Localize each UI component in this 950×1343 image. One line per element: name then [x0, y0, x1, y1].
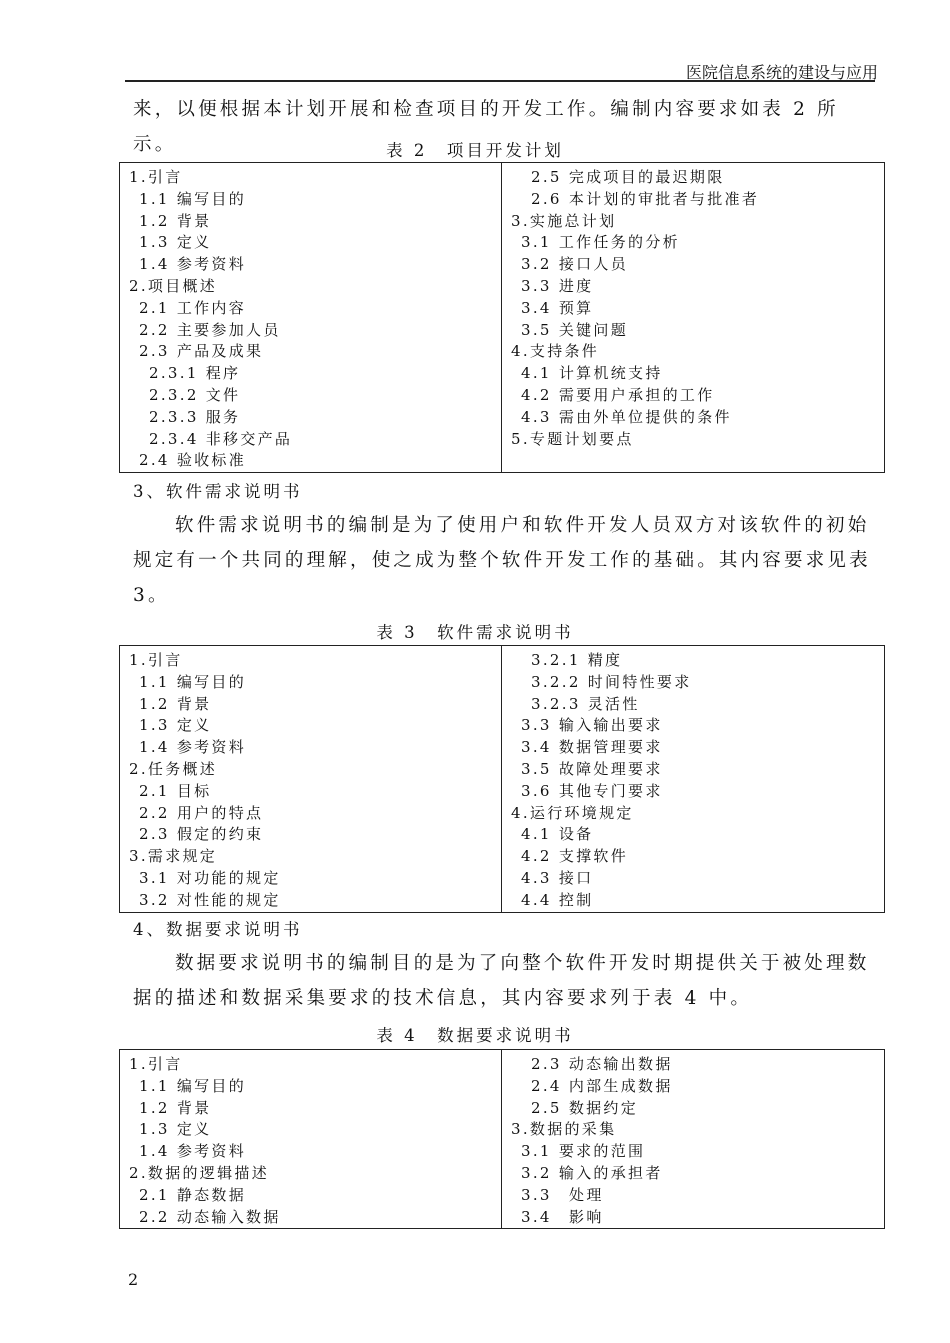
outline-item: 4.支持条件 — [511, 342, 600, 361]
table2-caption: 表 2 项目开发计划 — [386, 141, 564, 160]
outline-item: 1.3 定义 — [139, 233, 212, 252]
outline-item: 3.3 处理 — [521, 1185, 604, 1204]
table2-right-column — [502, 163, 885, 473]
outline-item: 1.4 参考资料 — [139, 738, 247, 757]
outline-item: 4.3 接口 — [521, 868, 594, 887]
outline-item: 3.4 数据管理要求 — [521, 738, 663, 757]
outline-item: 2.数据的逻辑描述 — [129, 1163, 270, 1182]
outline-item: 2.1 工作内容 — [139, 298, 247, 317]
outline-item: 3.4 影响 — [521, 1207, 604, 1226]
outline-item: 4.1 设备 — [521, 825, 594, 844]
outline-item: 3.3 输入输出要求 — [521, 716, 663, 735]
outline-item: 3.5 故障处理要求 — [521, 759, 663, 778]
outline-item: 4.运行环境规定 — [511, 803, 634, 822]
outline-item: 3.5 关键问题 — [521, 320, 629, 339]
table4-right-column — [502, 1050, 885, 1229]
table4 — [119, 1049, 885, 1229]
outline-item: 3.1 对功能的规定 — [139, 868, 281, 887]
section4-paragraph: 数据要求说明书的编制目的是为了向整个软件开发时期提供关于被处理数据的描述和数据采集要求的技术信息，其内容要求列于表 4 中。 — [133, 953, 870, 1009]
outline-item: 2.3 产品及成果 — [139, 342, 264, 361]
outline-item: 3.数据的采集 — [511, 1120, 617, 1139]
section4-heading: 4、数据要求说明书 — [133, 920, 303, 939]
table4-left-column — [120, 1050, 502, 1229]
table3 — [119, 645, 885, 913]
outline-item: 1.引言 — [129, 168, 183, 186]
running-header-title: 医院信息系统的建设与应用 — [685, 63, 878, 82]
outline-item: 2.1 目标 — [139, 781, 212, 800]
table2 — [119, 162, 885, 473]
outline-item: 1.3 定义 — [139, 716, 212, 735]
outline-item: 5.专题计划要点 — [511, 429, 634, 448]
outline-item: 1.2 背景 — [139, 1098, 212, 1117]
outline-item: 2.2 用户的特点 — [139, 803, 264, 822]
outline-item: 1.2 背景 — [139, 694, 212, 713]
outline-item: 2.2 动态输入数据 — [139, 1207, 281, 1226]
outline-item: 4.3 需由外单位提供的条件 — [521, 407, 732, 426]
outline-item: 2.3.4 非移交产品 — [149, 429, 293, 448]
outline-item: 3.2.3 灵活性 — [531, 694, 640, 713]
outline-item: 1.4 参考资料 — [139, 1142, 247, 1161]
outline-item: 1.引言 — [129, 1055, 183, 1073]
outline-item: 3.4 预算 — [521, 298, 594, 317]
outline-item: 1.引言 — [129, 651, 183, 669]
outline-item: 3.3 进度 — [521, 276, 594, 295]
outline-item: 2.任务概述 — [129, 759, 218, 778]
outline-item: 1.2 背景 — [139, 211, 212, 230]
table4-caption: 表 4 数据要求说明书 — [376, 1026, 574, 1045]
outline-item: 3.1 工作任务的分析 — [521, 233, 680, 252]
outline-item: 4.2 需要用户承担的工作 — [521, 385, 715, 404]
outline-item: 3.2 对性能的规定 — [139, 890, 281, 909]
outline-item: 2.1 静态数据 — [139, 1185, 247, 1204]
outline-item: 2.4 内部生成数据 — [531, 1076, 673, 1095]
table3-right-column — [502, 646, 885, 913]
outline-item: 3.实施总计划 — [511, 211, 617, 230]
outline-item: 2.项目概述 — [129, 276, 218, 295]
outline-item: 3.2 接口人员 — [521, 255, 629, 274]
table3-left-column — [120, 646, 502, 913]
outline-item: 2.3 假定的约束 — [139, 825, 264, 844]
outline-item: 2.3 动态输出数据 — [531, 1055, 673, 1073]
outline-item: 3.2 输入的承担者 — [521, 1163, 663, 1182]
outline-item: 3.2.1 精度 — [531, 651, 623, 669]
outline-item: 3.1 要求的范围 — [521, 1142, 646, 1161]
outline-item: 3.6 其他专门要求 — [521, 781, 663, 800]
outline-item: 1.4 参考资料 — [139, 255, 247, 274]
outline-item: 3.需求规定 — [129, 847, 218, 866]
outline-item: 1.1 编写目的 — [139, 672, 247, 691]
outline-item: 2.5 数据约定 — [531, 1098, 639, 1117]
outline-item: 2.6 本计划的审批者与批准者 — [531, 189, 760, 208]
section3-heading: 3、软件需求说明书 — [133, 482, 303, 501]
outline-item: 1.3 定义 — [139, 1120, 212, 1139]
page-number: 2 — [128, 1270, 139, 1289]
outline-item: 1.1 编写目的 — [139, 189, 247, 208]
intro-paragraph: 来，以便根据本计划开展和检查项目的开发工作。编制内容要求如表 2 所示。 — [133, 99, 839, 155]
outline-item: 1.1 编写目的 — [139, 1076, 247, 1095]
table3-caption: 表 3 软件需求说明书 — [376, 623, 574, 642]
outline-item: 2.5 完成项目的最迟期限 — [531, 168, 725, 186]
outline-item: 3.2.2 时间特性要求 — [531, 672, 692, 691]
table2-left-column — [120, 163, 502, 473]
outline-item: 2.3.2 文件 — [149, 385, 241, 404]
outline-item: 4.4 控制 — [521, 890, 594, 909]
outline-item: 2.3.3 服务 — [149, 407, 241, 426]
section3-paragraph: 软件需求说明书的编制是为了使用户和软件开发人员双方对该软件的初始规定有一个共同的理解，使之成为整个软件开发工作的基础。其内容要求见表 3。 — [133, 515, 871, 606]
outline-item: 2.2 主要参加人员 — [139, 320, 281, 339]
outline-item: 2.3.1 程序 — [149, 364, 241, 383]
outline-item: 2.4 验收标准 — [139, 451, 247, 470]
outline-item: 4.2 支撑软件 — [521, 847, 629, 866]
header-rule — [125, 80, 875, 82]
outline-item: 4.1 计算机统支持 — [521, 364, 663, 383]
